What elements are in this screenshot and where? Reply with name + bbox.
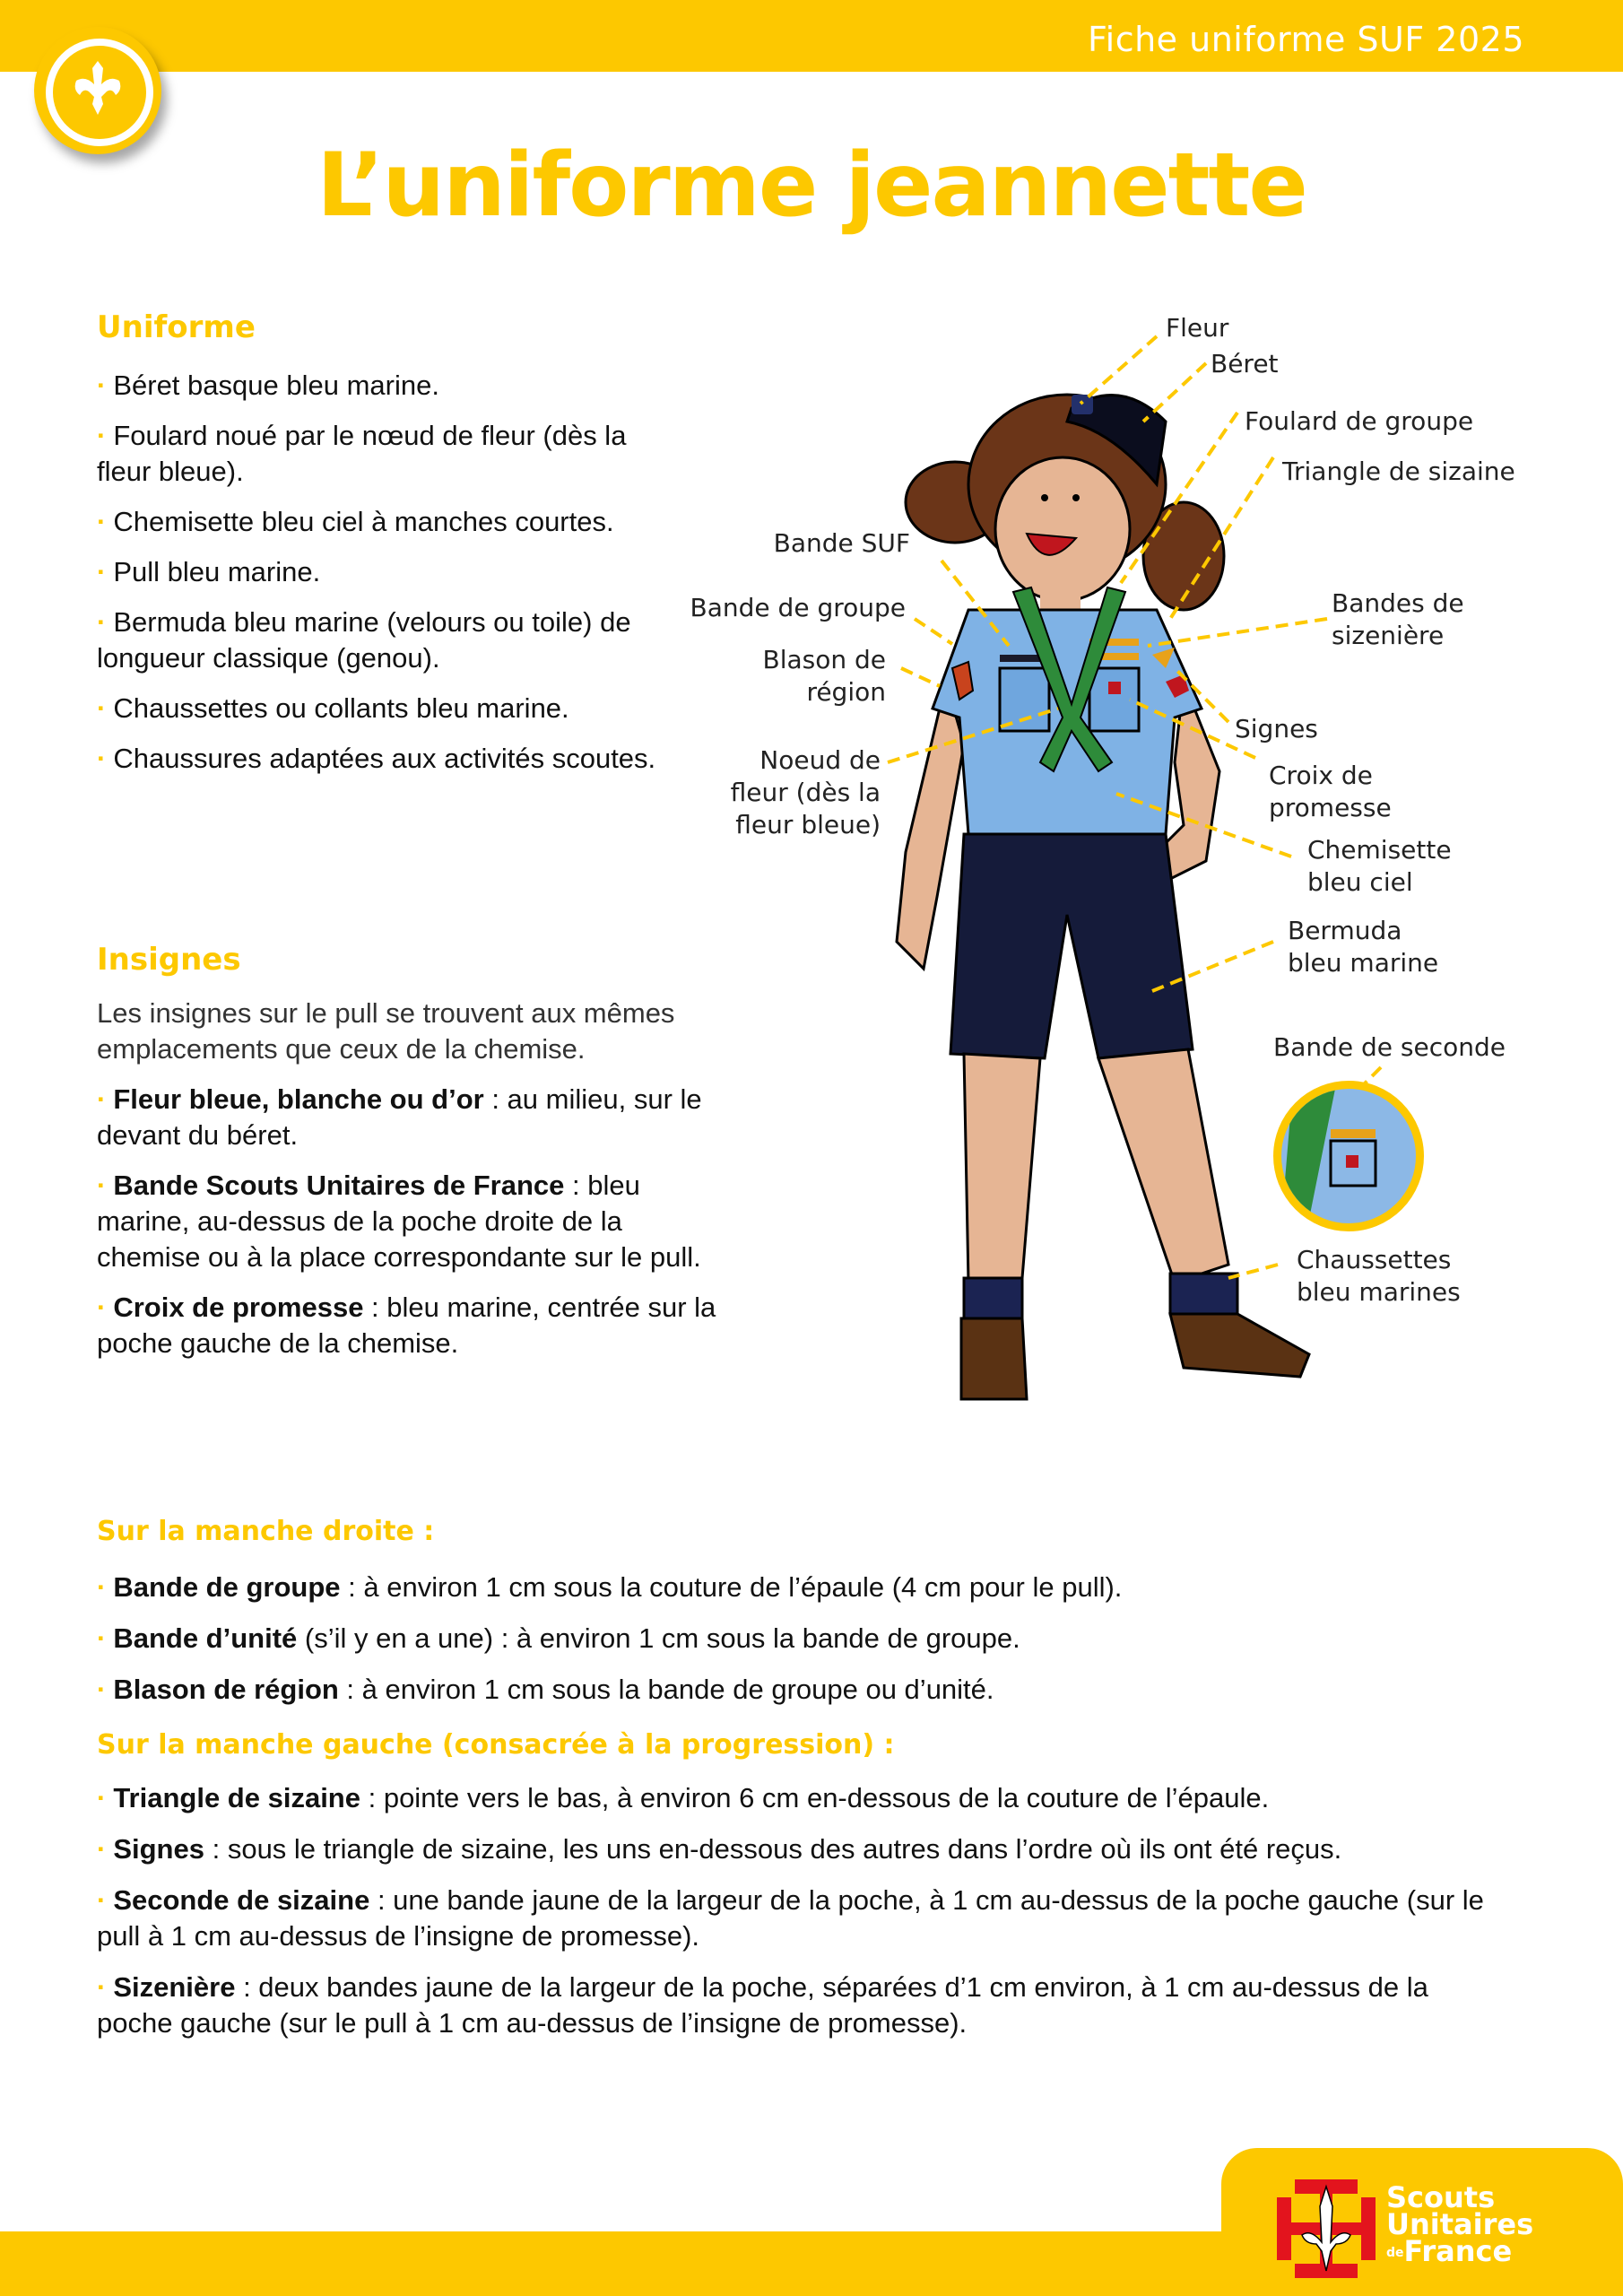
label-bande-groupe: Bande de groupe [690,593,906,622]
suf-cross-logo-icon [1277,2179,1376,2278]
list-item: · Signes : sous le triangle de sizaine, les uns en-dessous des autres dans l’ordre où ils ont été reçus. [97,1833,1342,1865]
label-foulard: Foulard de groupe [1245,406,1474,436]
list-item: · Bande Scouts Unitaires de France : bleu marine, au-dessus de la poche droite de la chemise ou à la place correspondante sur le pull. [97,1170,701,1273]
bande-seconde-inset [1273,1081,1424,1231]
label-chaussettes: Chaussettes bleu marines [1297,1245,1461,1307]
list-item: · Croix de promesse : bleu marine, centrée sur la poche gauche de la chemise. [97,1292,716,1359]
croix-de-promesse-badge [1108,682,1121,694]
suf-logo [1221,2148,1623,2296]
list-item: · Chaussettes ou collants bleu marine. [97,692,569,724]
list-item: · Béret basque bleu marine. [97,370,439,401]
list-item: · Seconde de sizaine : une bande jaune de la largeur de la poche, à 1 cm au-dessus de la poche gauche (sur le pull à 1 cm au-dessus de l’insigne de promesse). [97,1884,1484,1952]
list-item: · Chemisette bleu ciel à manches courtes. [97,506,614,537]
label-croix-promesse: Croix de promesse [1269,761,1392,822]
document-label: Fiche uniforme SUF 2025 [1088,20,1524,59]
insignes-intro: Les insignes sur le pull se trouvent aux mêmes emplacements que ceux de la chemise. [97,997,675,1065]
page-title: L’uniforme jeannette [317,135,1306,237]
list-item: · Triangle de sizaine : pointe vers le bas, à environ 6 cm en-dessous de la couture de l’épaule. [97,1782,1270,1813]
label-beret: Béret [1211,349,1279,378]
label-noeud-fleur: Noeud de fleur (dès la fleur bleue) [730,745,881,839]
list-item: · Pull bleu marine. [97,556,321,587]
list-item: · Blason de région : à environ 1 cm sous la bande de groupe ou d’unité. [97,1674,994,1705]
uniforme-heading: Uniforme [97,309,256,345]
insignes-heading: Insignes [97,942,241,978]
label-triangle-sizaine: Triangle de sizaine [1282,457,1515,486]
list-item: · Bande de groupe : à environ 1 cm sous la couture de l’épaule (4 cm pour le pull). [97,1571,1123,1603]
manche-droite-heading: Sur la manche droite : [97,1516,435,1547]
label-blason-region: Blason de région [762,645,886,707]
label-signes: Signes [1235,714,1318,744]
label-fleur: Fleur [1166,313,1229,343]
label-bande-suf: Bande SUF [773,528,910,558]
pocket-detail-illustration [1281,1089,1416,1223]
label-chemisette: Chemisette bleu ciel [1307,835,1452,897]
list-item: · Fleur bleue, blanche ou d’or : au milieu, sur le devant du béret. [97,1083,702,1151]
label-bermuda: Bermuda bleu marine [1288,916,1439,978]
girl-figure [897,395,1309,1399]
list-item: · Foulard noué par le nœud de fleur (dès la fleur bleue). [97,420,627,487]
list-item: · Sizenière : deux bandes jaune de la largeur de la poche, séparées d’1 cm environ, à 1 cm au-dessus de la poche gauche (sur le pull à 1 cm au-dessus de l’insigne de promesse). [97,1971,1428,2039]
list-item: · Bande d’unité (s’il y en a une) : à environ 1 cm sous la bande de groupe. [97,1622,1020,1654]
list-item: · Chaussures adaptées aux activités scoutes. [97,743,656,774]
manche-gauche-heading: Sur la manche gauche (consacrée à la progression) : [97,1729,895,1761]
suf-logo-text: Scouts Unitaires deFrance [1386,2180,1534,2268]
manche-droite-list [97,1570,1496,1723]
list-item: · Bermuda bleu marine (velours ou toile) de longueur classique (genou). [97,606,631,674]
label-bande-seconde: Bande de seconde [1273,1032,1506,1062]
manche-gauche-list [97,1780,1496,2057]
label-bandes-sizeniere: Bandes de sizenière [1332,588,1464,650]
